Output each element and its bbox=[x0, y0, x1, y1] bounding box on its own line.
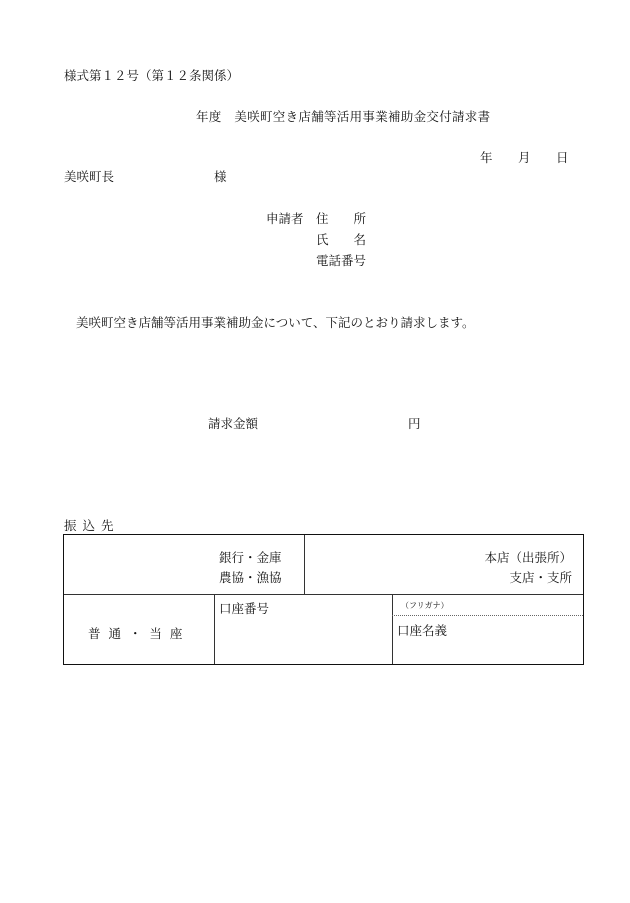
applicant-label: 申請者 bbox=[266, 211, 304, 226]
addressee-honorific: 様 bbox=[214, 169, 227, 184]
account-holder-label: 口座名義 bbox=[397, 623, 448, 638]
applicant-phone-label: 電話番号 bbox=[316, 253, 367, 268]
addressee-name: 美咲町長 bbox=[64, 169, 115, 184]
account-type-options: 普 通 ・ 当 座 bbox=[88, 626, 184, 641]
bank-transfer-heading: 振込先 bbox=[64, 518, 120, 533]
applicant-name-label: 氏 名 bbox=[316, 232, 366, 247]
date-day-label: 日 bbox=[556, 150, 569, 165]
amount-label: 請求金額 bbox=[208, 416, 259, 431]
applicant-address-label: 住 所 bbox=[316, 211, 366, 226]
bank-type-options-1: 銀行・金庫 bbox=[219, 550, 282, 565]
table-row-divider bbox=[64, 594, 583, 595]
furigana-label: （フリガナ） bbox=[401, 601, 449, 610]
document-title: 年度 美咲町空き店舗等活用事業補助金交付請求書 bbox=[196, 109, 491, 124]
bank-type-options-2: 農協・漁協 bbox=[219, 570, 282, 585]
branch-type-options-1: 本店（出張所） bbox=[484, 550, 572, 565]
amount-unit: 円 bbox=[408, 416, 421, 431]
table-col-divider bbox=[214, 594, 215, 664]
table-col-divider bbox=[392, 594, 393, 664]
account-number-label: 口座番号 bbox=[219, 601, 270, 616]
bank-transfer-table bbox=[63, 534, 584, 665]
branch-type-options-2: 支店・支所 bbox=[509, 570, 572, 585]
form-number: 様式第１２号（第１２条関係） bbox=[64, 68, 240, 83]
date-month-label: 月 bbox=[518, 150, 531, 165]
date-year-label: 年 bbox=[480, 150, 493, 165]
request-statement: 美咲町空き店舗等活用事業補助金について、下記のとおり請求します。 bbox=[76, 315, 475, 330]
table-col-divider bbox=[304, 535, 305, 594]
furigana-divider bbox=[392, 615, 583, 616]
